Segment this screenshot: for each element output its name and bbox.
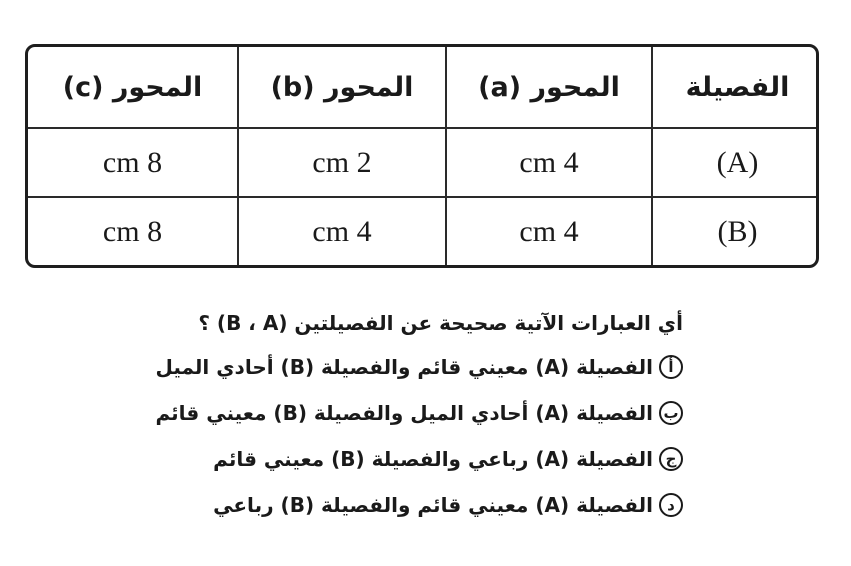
option-text-b: الفصيلة (A) أحادي الميل والفصيلة (B) معيني قائم [155, 401, 653, 425]
cell-b-axis-b: 4 cm [238, 197, 446, 265]
question-block [123, 308, 683, 536]
axes-table [28, 47, 819, 265]
answer-option-d[interactable] [123, 490, 683, 520]
cell-system-b: (B) [652, 197, 819, 265]
cell-b-axis-a: 4 cm [446, 197, 652, 265]
option-text-d: الفصيلة (A) معيني قائم والفصيلة (B) رباعي [213, 493, 653, 517]
cell-b-axis-c: 8 cm [28, 197, 238, 265]
cell-system-a: (A) [652, 128, 819, 197]
option-marker-d: د [659, 493, 683, 517]
answer-option-b[interactable] [123, 398, 683, 428]
option-marker-a: أ [659, 355, 683, 379]
table-row [28, 128, 819, 197]
cell-a-axis-b: 2 cm [238, 128, 446, 197]
header-axis-c: المحور (c) [28, 47, 238, 128]
header-system: الفصيلة [652, 47, 819, 128]
crystal-system-table [25, 44, 819, 268]
table-row [28, 197, 819, 265]
table-header-row [28, 47, 819, 128]
cell-a-axis-a: 4 cm [446, 128, 652, 197]
header-axis-b: المحور (b) [238, 47, 446, 128]
answer-option-c[interactable] [123, 444, 683, 474]
header-axis-a: المحور (a) [446, 47, 652, 128]
answer-option-a[interactable] [123, 352, 683, 382]
option-marker-b: ب [659, 401, 683, 425]
cell-a-axis-c: 8 cm [28, 128, 238, 197]
option-marker-c: ج [659, 447, 683, 471]
question-text: أي العبارات الآتية صحيحة عن الفصيلتين (B ، A) ؟ [198, 311, 683, 335]
option-text-a: الفصيلة (A) معيني قائم والفصيلة (B) أحادي الميل [155, 355, 653, 379]
option-text-c: الفصيلة (A) رباعي والفصيلة (B) معيني قائم [213, 447, 653, 471]
